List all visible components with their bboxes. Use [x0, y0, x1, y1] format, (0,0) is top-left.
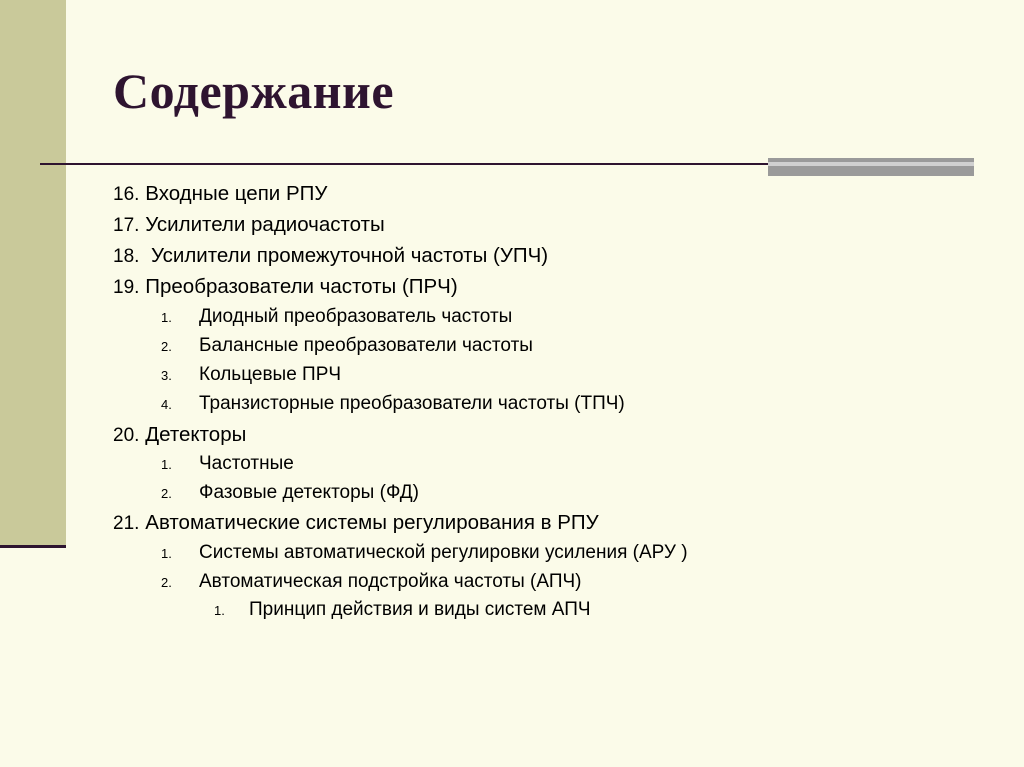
outline-item: 19. Преобразователи частоты (ПРЧ)	[113, 275, 458, 298]
slide-title: Содержание	[113, 63, 395, 119]
outline-item: 21. Автоматические системы регулирования в РПУ	[113, 511, 599, 534]
outline-subitem: 4. Транзисторные преобразователи частоты (ТПЧ)	[161, 393, 625, 414]
outline-subitem: 2. Балансные преобразователи частоты	[161, 335, 533, 356]
outline-item: 18. Усилители промежуточной частоты (УПЧ)	[113, 244, 549, 267]
outline-subsubitem: 1. Принцип действия и виды систем АПЧ	[214, 599, 591, 620]
outline-subitem: 1. Диодный преобразователь частоты	[161, 306, 513, 327]
outline-subitem: 2. Автоматическая подстройка частоты (АПЧ)	[161, 571, 582, 592]
outline-item: 20. Детекторы	[113, 423, 247, 446]
outline-item: 17. Усилители радиочастоты	[113, 213, 385, 236]
outline-subitem: 1. Частотные	[161, 453, 294, 474]
outline-subitem: 1. Системы автоматической регулировки усиления (АРУ )	[161, 542, 688, 563]
outline-subitem: 3. Кольцевые ПРЧ	[161, 364, 342, 385]
outline-subitem: 2. Фазовые детекторы (ФД)	[161, 482, 419, 503]
outline-item: 16. Входные цепи РПУ	[113, 182, 328, 205]
